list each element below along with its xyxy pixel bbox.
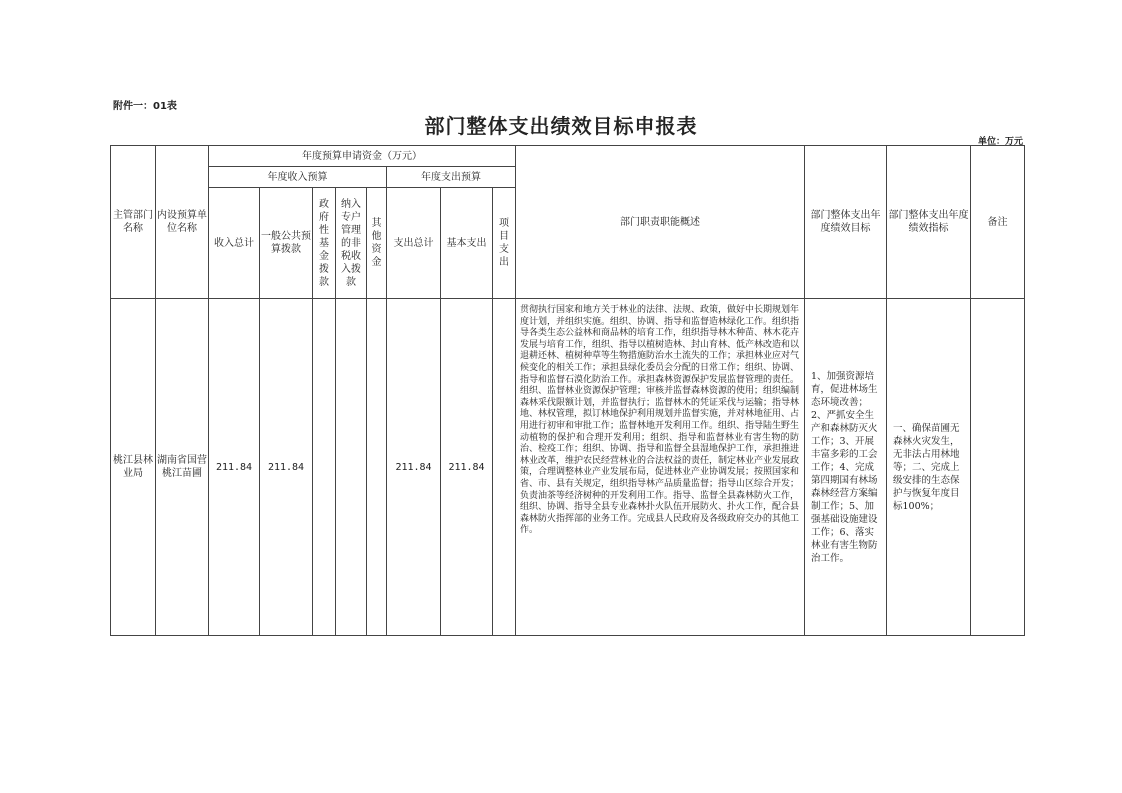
cell-unit-name: 湖南省国营桃江苗圃 <box>156 299 209 636</box>
cell-expense-total: 211.84 <box>387 299 441 636</box>
header-dept-name: 主管部门名称 <box>111 146 156 299</box>
page-title: 部门整体支出绩效目标申报表 <box>424 114 698 138</box>
annex-label: 附件一：01表 <box>113 101 177 112</box>
cell-gov-fund <box>313 299 336 636</box>
cell-special-fund <box>336 299 367 636</box>
cell-performance-goal: 1、加强资源培育，促进林场生态环境改善；2、严抓安全生产和森林防灭火工作；3、开展丰富多彩的工会工作；4、完成第四期国有林场森林经营方案编制工作；5、加强基础设施建设工作；6、落实林业有害生物防治工作。 <box>805 299 887 636</box>
header-indicator: 部门整体支出年度绩效指标 <box>887 146 971 299</box>
cell-income-total: 211.84 <box>209 299 260 636</box>
header-project-expense: 项目支出 <box>493 188 516 299</box>
header-gov-fund: 政府性基金拨款 <box>313 188 336 299</box>
cell-basic-expense: 211.84 <box>441 299 493 636</box>
header-income-budget: 年度收入预算 <box>209 167 387 188</box>
header-general-public: 一般公共预算拨款 <box>260 188 313 299</box>
table-row <box>111 299 1025 636</box>
cell-remark <box>971 299 1025 636</box>
header-special-fund: 纳入专户管理的非税收入拨款 <box>336 188 367 299</box>
header-other-fund: 其他资金 <box>367 188 387 299</box>
header-expense-total: 支出总计 <box>387 188 441 299</box>
header-goal: 部门整体支出年度绩效目标 <box>805 146 887 299</box>
cell-performance-indicator: 一、确保苗圃无森林火灾发生，无非法占用林地等；二、完成上级安排的生态保护与恢复年度目标100%； <box>887 299 971 636</box>
header-expense-budget: 年度支出预算 <box>387 167 516 188</box>
cell-general-public: 211.84 <box>260 299 313 636</box>
header-remark: 备注 <box>971 146 1025 299</box>
cell-other-fund <box>367 299 387 636</box>
header-budget-total: 年度预算申请资金（万元） <box>209 146 516 167</box>
unit-label: 单位：万元 <box>978 137 1024 147</box>
header-unit-name: 内设预算单位名称 <box>156 146 209 299</box>
header-income-total: 收入总计 <box>209 188 260 299</box>
cell-duty-description: 贯彻执行国家和地方关于林业的法律、法规、政策，做好中长期规划年度计划，并组织实施。组织、协调、指导和监督造林绿化工作。组织指导各类生态公益林和商品林的培育工作，组织指导林木种苗、林木花卉发展与培育工作，组织、指导以植树造林、封山育林、低产林改造和以退耕还林、植树种草等生物措施防治水土流失的工作；承担林业应对气候变化的相关工作；承担县绿化委员会分配的日常工作；组织、协调、指导和监督石漠化防治工作。承担森林资源保护发展监督管理的责任。组织、监督林业资源保护管理；审核并监督森林资源的使用；组织编制森林采伐限额计划，并监督执行；监督林木的凭证采伐与运输；指导林地、林权管理，拟订林地保护利用规划并监督实施，并对林地征用、占用进行初审和审批工作；监督林地开发利用工作。组织、指导陆生野生动植物的保护和合理开发利用；组织、指导和监督林业有害生物的防治、检疫工作；组织、协调、指导和监督全县湿地保护工作，承担推进林业改革，维护农民经营林业的合法权益的责任，制定林业产业发展政策，合理调整林业产业发展布局，促进林业产业协调发展；按照国家和省、市、县有关规定，组织指导林产品质量监督；指导山区综合开发；负责油茶等经济树种的开发利用工作。指导、监督全县森林防火工作，组织、协调、指导全县专业森林扑火队伍开展防火、扑火工作，配合县森林防火指挥部的业务工作。完成县人民政府及各级政府交办的其他工作。 <box>516 299 805 636</box>
cell-project-expense <box>493 299 516 636</box>
performance-target-table <box>110 145 1025 636</box>
header-duty: 部门职责职能概述 <box>516 146 805 299</box>
header-basic-expense: 基本支出 <box>441 188 493 299</box>
cell-dept-name: 桃江县林业局 <box>111 299 156 636</box>
